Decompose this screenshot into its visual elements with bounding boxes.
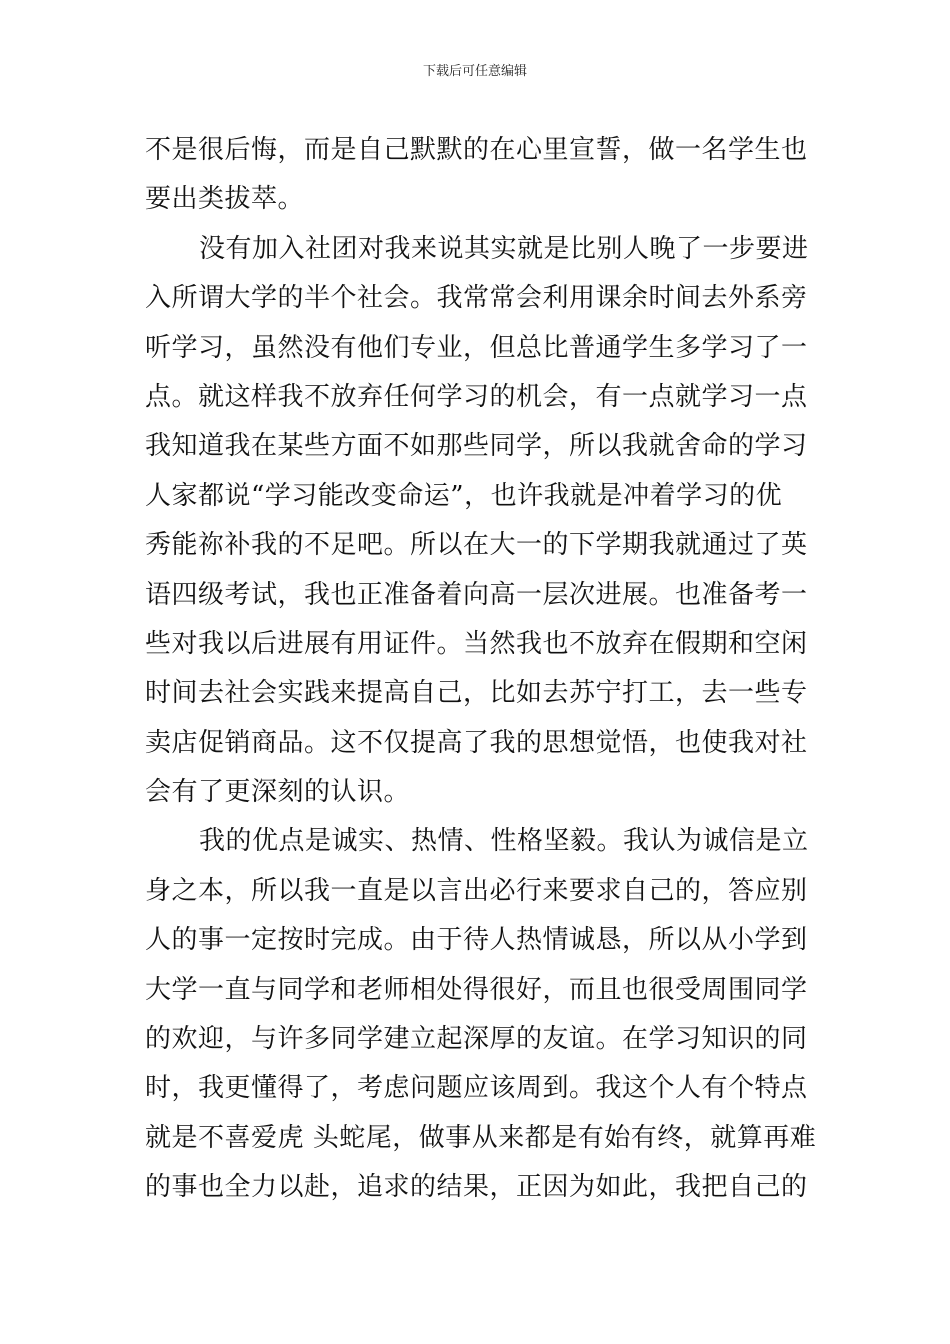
text-line: 身之本，所以我一直是以言出必行来要求自己的，答应别 bbox=[145, 875, 808, 906]
text-line: 要出类拔萃。 bbox=[145, 184, 305, 215]
text-line: 入所谓大学的半个社会。我常常会利用课余时间去外系旁 bbox=[145, 283, 808, 314]
text-line: 不是很后悔，而是自己默默的在心里宣誓，做一名学生也 bbox=[145, 135, 808, 165]
text-line: 时，我更懂得了，考虑问题应该周到。我这个人有个特点 bbox=[145, 1073, 808, 1104]
text-line: 人的事一定按时完成。由于待人热情诚恳，所以从小学到 bbox=[145, 925, 808, 956]
text-line: 会有了更深刻的认识。 bbox=[145, 777, 411, 808]
text-line: 语四级考试，我也正准备着向高一层次进展。也准备考一 bbox=[145, 579, 808, 610]
text-line: 大学一直与同学和老师相处得很好，而且也很受周围同学 bbox=[145, 974, 808, 1005]
text-line: 我知道我在某些方面不如那些同学，所以我就舍命的学习 bbox=[145, 431, 808, 462]
page-header: 下载后可任意编辑 bbox=[422, 64, 527, 79]
paragraph-start-line: 没有加入社团对我来说其实就是比别人晚了一步要进 bbox=[199, 233, 809, 264]
text-line: 的欢迎，与许多同学建立起深厚的友谊。在学习知识的同 bbox=[145, 1024, 808, 1055]
text-line: 秀能祢补我的不足吧。所以在大一的下学期我就通过了英 bbox=[145, 530, 808, 561]
text-line: 点。就这样我不放弃任何学习的机会，有一点就学习一点 bbox=[145, 381, 808, 412]
text-line: 听学习，虽然没有他们专业，但总比普通学生多学习了一 bbox=[145, 332, 808, 363]
text-line: 些对我以后进展有用证件。当然我也不放弃在假期和空闲 bbox=[145, 628, 808, 659]
text-line: 的事也全力以赴，追求的结果，正因为如此，我把自己的 bbox=[145, 1172, 808, 1203]
document-body bbox=[145, 126, 817, 1213]
text-line: 就是不喜爱虎 头蛇尾，做事从来都是有始有终，就算再难 bbox=[145, 1122, 817, 1153]
text-line: 时间去社会实践来提高自己，比如去苏宁打工，去一些专 bbox=[145, 678, 808, 709]
text-line: 人家都说“学习能改变命运”，也许我就是冲着学习的优 bbox=[145, 480, 783, 511]
paragraph-start-line: 我的优点是诚实、热情、性格坚毅。我认为诚信是立 bbox=[199, 826, 809, 857]
text-line: 卖店促销商品。这不仅提高了我的思想觉悟，也使我对社 bbox=[145, 727, 808, 758]
